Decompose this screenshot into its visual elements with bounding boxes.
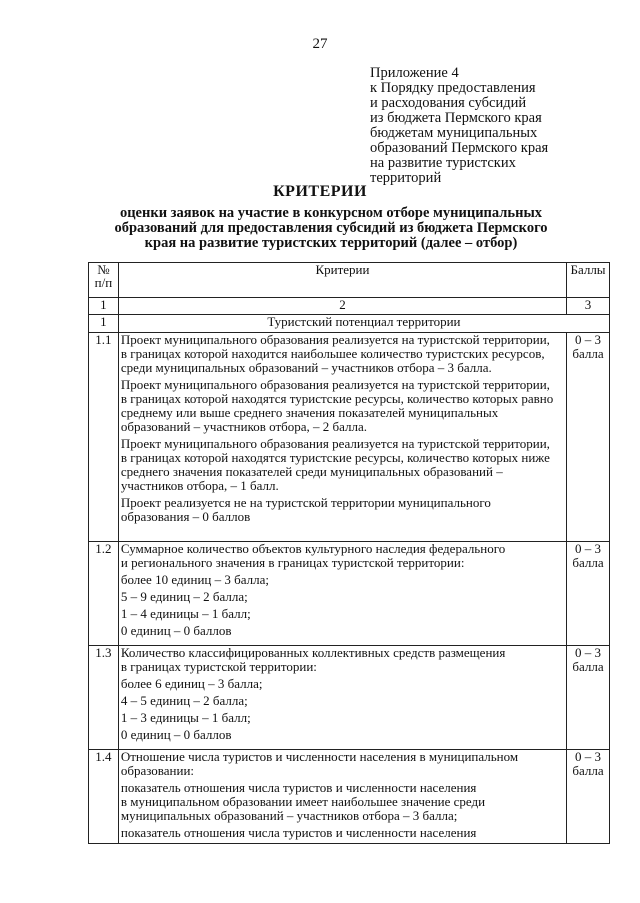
criteria-line: среднего значения показателей среди муниципальных образований – [120,464,503,479]
table-header-row [89,263,610,298]
column-index-cell: 1 [89,298,119,315]
appendix-line: образований Пермского края [370,140,549,156]
section-row [89,315,610,333]
column-index-row [89,298,610,315]
header-score-cell: Баллы [567,263,610,298]
subtitle-line: оценки заявок на участие в конкурсном отборе муниципальных [119,205,543,221]
criteria-line: среднему или выше среднего значения показателей муниципальных [120,405,499,420]
appendix-line: к Порядку предоставления [370,80,536,96]
criteria-line: и регионального значения в границах туристской территории: [120,555,465,570]
row-num: 1.3 [89,646,119,750]
score-unit: балла [572,659,604,674]
criteria-option: 1 – 3 единицы – 1 балл; [120,710,251,725]
appendix-line: на развитие туристских [370,155,516,171]
criteria-line: в муниципальном образовании имеет наибольшее значение среди [120,794,486,809]
table-row [89,646,610,750]
appendix-line: бюджетам муниципальных [370,125,538,141]
page-number: 27 [312,36,328,52]
row-criteria [118,646,566,750]
criteria-option: 0 единиц – 0 баллов [120,727,232,742]
criteria-line: в границах которой находится наибольшее количество туристских ресурсов, [120,346,545,361]
criteria-paragraph [121,542,564,570]
document-subtitle [96,206,566,251]
row-score [567,750,610,844]
criteria-option: 1 – 4 единицы – 1 балл; [120,606,251,621]
criteria-option: 5 – 9 единиц – 2 балла; [120,589,248,604]
criteria-line: Отношение числа туристов и численности населения в муниципальном [120,749,519,764]
row-criteria [118,333,566,542]
table-row [89,542,610,646]
subtitle-line: образований для предоставления субсидий из бюджета Пермского [114,220,548,236]
section-num: 1 [89,315,119,333]
criteria-paragraph [121,826,564,840]
row-score [567,646,610,750]
criteria-line: Количество классифицированных коллективных средств размещения [120,645,506,660]
header-num-cell [89,263,119,298]
column-index-cell: 2 [118,298,566,315]
score-unit: балла [572,346,604,361]
criteria-line: Суммарное количество объектов культурного наследия федерального [120,541,506,556]
criteria-line: образовании: [120,763,195,778]
row-num: 1.4 [89,750,119,844]
criteria-paragraph [121,333,564,375]
criteria-line: Проект муниципального образования реализуется на туристской территории, [120,377,550,392]
criteria-line: образования – 0 баллов [120,509,251,524]
criteria-line: в границах которой находятся туристские ресурсы, количество которых ниже [120,450,550,465]
score-range: 0 – 3 [575,645,602,660]
criteria-paragraph [121,378,564,434]
document-title: КРИТЕРИИ [273,183,367,200]
score-range: 0 – 3 [575,541,602,556]
score-range: 0 – 3 [575,749,602,764]
criteria-line: образований – участников отбора, – 2 балла. [120,419,368,434]
score-unit: балла [572,763,604,778]
criteria-line: Проект реализуется не на туристской территории муниципального [120,495,491,510]
header-num-line: № [97,262,110,277]
criteria-paragraph [121,646,564,674]
header-criteria-cell: Критерии [118,263,566,298]
row-num: 1.2 [89,542,119,646]
section-title: Туристский потенциал территории [118,315,609,333]
criteria-line: Проект муниципального образования реализуется на туристской территории, [120,436,550,451]
criteria-line: Проект муниципального образования реализуется на туристской территории, [120,332,550,347]
row-criteria [118,750,566,844]
criteria-paragraph [121,437,564,493]
row-criteria [118,542,566,646]
appendix-line: и расходования субсидий [370,95,527,111]
row-score [567,333,610,542]
criteria-option: 4 – 5 единиц – 2 балла; [120,693,248,708]
subtitle-line: края на развитие туристских территорий (далее – отбор) [144,235,518,251]
criteria-line: муниципальных образований – участников отбора – 3 балла; [120,808,458,823]
criteria-paragraph [121,781,564,823]
score-unit: балла [572,555,604,570]
criteria-line: участников отбора, – 1 балл. [120,478,279,493]
column-index-cell: 3 [567,298,610,315]
criteria-line: в границах которой находятся туристские ресурсы, количество которых равно [120,391,554,406]
appendix-line: Приложение 4 [370,65,459,81]
criteria-option: более 6 единиц – 3 балла; [120,676,263,691]
table-row [89,750,610,844]
criteria-line: среди муниципальных образований – участников отбора – 3 балла. [120,360,492,375]
appendix-block [370,66,620,186]
criteria-option: 0 единиц – 0 баллов [120,623,232,638]
table-row [89,333,610,542]
appendix-line: из бюджета Пермского края [370,110,542,126]
criteria-option: более 10 единиц – 3 балла; [120,572,269,587]
criteria-line: показатель отношения числа туристов и численности населения [120,780,477,795]
criteria-paragraph [121,496,564,524]
row-score [567,542,610,646]
score-range: 0 – 3 [575,332,602,347]
header-num-line: п/п [94,275,113,290]
criteria-paragraph [121,750,564,778]
criteria-line: в границах туристской территории: [120,659,317,674]
criteria-table [88,262,610,844]
appendix-line: территорий [370,170,442,186]
criteria-line: показатель отношения числа туристов и численности населения [120,825,477,840]
row-num: 1.1 [89,333,119,542]
